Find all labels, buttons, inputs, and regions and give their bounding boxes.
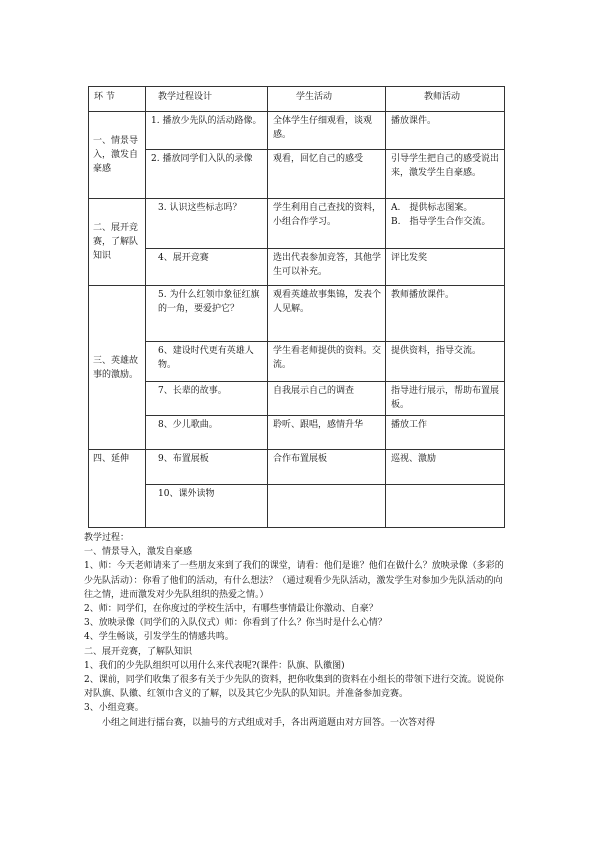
teacher-cell: 评比发奖 [386,249,505,286]
teacher-cell: 提供资料，指导交流。 [386,342,505,382]
paragraph: 1、师：今天老师请来了一些朋友来到了我们的课堂，请看：他们是谁？他们在做什么？放映录像（多彩的少先队活动）：你看了他们的活动，有什么想法？（通过观看少先队活动，激发学生对参加少先队活动的向往之情，进而激发对少先队组织的热爱之情。） [84,561,504,600]
design-cell: 9、布置展板 [146,450,268,485]
student-cell: 聆听、跟唱，感情升华 [268,416,386,450]
table-row [89,485,505,528]
notes-title: 教学过程： [84,533,130,543]
design-cell: 1. 播放少先队的活动路像。 [146,112,268,150]
design-cell: 2. 播放同学们入队的录像 [146,150,268,199]
paragraph: 1、我们的少先队组织可以用什么来代表呢?(课件：队旗、队徽图) [84,660,345,671]
stage-cell: 一、情景导入，激发自豪感 [89,112,146,199]
table-row [89,199,505,249]
teacher-cell: 巡视、激励 [386,450,505,485]
student-cell [268,485,386,528]
teacher-cell [386,485,505,528]
teacher-cell: 教师播放课件。 [386,286,505,342]
paragraph: 3、小组竞赛。 [84,703,144,714]
section-heading: 一、情景导入，激发自豪感 [84,547,193,558]
student-cell: 合作布置展板 [268,450,386,485]
student-cell: 学生利用自己查找的资料，小组合作学习。 [268,199,386,249]
teacher-cell: 指导进行展示，帮助布置展板。 [386,382,505,416]
paragraph: 2、课前，同学们收集了很多有关于少先队的资料，把你收集到的资料在小组长的带领下进行交流。说说你对队旗、队徽、红领巾含义的了解，以及其它少先队的队知识。并准备参加竞赛。 [84,675,504,700]
student-cell: 学生看老师提供的资料。交流。 [268,342,386,382]
header-stage: 环 节 [89,87,146,112]
table-row [89,382,505,416]
design-cell: 5. 为什么红领巾象征红旗的一角，要爱护它？ [146,286,268,342]
table-row [89,450,505,485]
table-row [89,342,505,382]
student-cell: 自我展示自己的调查 [268,382,386,416]
table-header-row [89,87,505,112]
table-row [89,286,505,342]
design-cell: 3. 认识这些标志吗？ [146,199,268,249]
paragraph: 2、师：同学们，在你度过的学校生活中，有哪些事情最让你激动、自豪？ [84,604,378,615]
design-cell: 7、长辈的故事。 [146,382,268,416]
section-heading: 二、展开竞赛，了解队知识 [84,646,193,657]
design-cell: 6、建设时代更有英雄人物。 [146,342,268,382]
paragraph: 4、学生畅谈，引发学生的情感共鸣。 [84,632,234,643]
table-row [89,249,505,286]
student-cell: 选出代表参加竞答，其他学生可以补充。 [268,249,386,286]
header-design: 教学过程设计 [146,87,268,112]
design-cell: 10、课外读物 [146,485,268,528]
header-teacher: 教师活动 [386,87,505,112]
design-cell: 8、少儿歌曲。 [146,416,268,450]
paragraph: 3、放映录像（同学们的入队仪式）师：你看到了什么？你当时是什么心情？ [84,618,387,629]
table-row [89,416,505,450]
lesson-plan-table [88,86,505,528]
table-row [89,150,505,199]
stage-cell: 三、英雄故事的激励。 [89,286,146,450]
teacher-cell: 播放课件。 [386,112,505,150]
teaching-process-text [84,531,510,730]
paragraph: 小组之间进行擂台赛，以抽号的方式组成对手，各出两道题由对方回答。一次答对得 [102,717,436,728]
design-cell: 4、展开竞赛 [146,249,268,286]
stage-cell: 四、延伸 [89,450,146,528]
student-cell: 观看，回忆自己的感受 [268,150,386,199]
student-cell: 观看英雄故事集锦，发表个人见解。 [268,286,386,342]
table-row [89,112,505,150]
header-student: 学生活动 [268,87,386,112]
student-cell: 全体学生仔细观看，谈观感。 [268,112,386,150]
teacher-cell: 引导学生把自己的感受说出来，激发学生自豪感。 [386,150,505,199]
stage-cell: 二、展开竞赛，了解队知识 [89,199,146,286]
teacher-cell: A. 提供标志图案。 B. 指导学生合作交流。 [386,199,505,249]
teacher-cell: 播放工作 [386,416,505,450]
